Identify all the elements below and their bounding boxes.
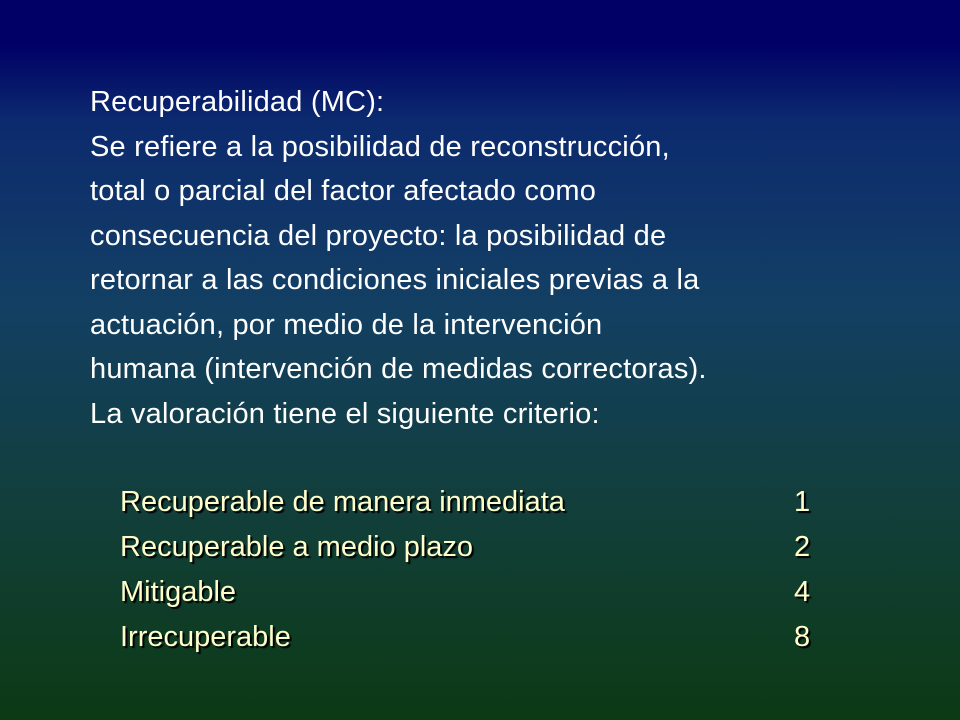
description-line: La valoración tiene el siguiente criterio: [90,397,600,430]
criteria-value: 2 [794,531,811,563]
criteria-label: Recuperable de manera inmediata [120,486,565,518]
description-line: actuación, por medio de la intervención [90,308,603,341]
slide-body [90,80,930,436]
description-line: consecuencia del proyecto: la posibilidad de [90,219,667,252]
criteria-value: 1 [794,486,811,518]
criteria-table [120,480,840,660]
description-line: retornar a las condiciones iniciales previas a la [90,264,700,296]
description-line: total o parcial del factor afectado como [90,175,597,207]
criteria-label: Mitigable [120,576,237,608]
criteria-label: Recuperable a medio plazo [120,531,474,563]
criteria-row [120,480,840,525]
description-line: humana (intervención de medidas correctoras). [90,353,707,385]
top-band [0,0,960,44]
criteria-row [120,570,840,615]
description-line: Se refiere a la posibilidad de reconstrucción, [90,130,670,163]
criteria-value: 4 [794,576,811,608]
criteria-row [120,525,840,570]
criteria-row [120,615,840,660]
slide-title: Recuperabilidad (MC): [90,86,385,118]
criteria-label: Irrecuperable [120,621,291,653]
criteria-value: 8 [794,621,811,653]
